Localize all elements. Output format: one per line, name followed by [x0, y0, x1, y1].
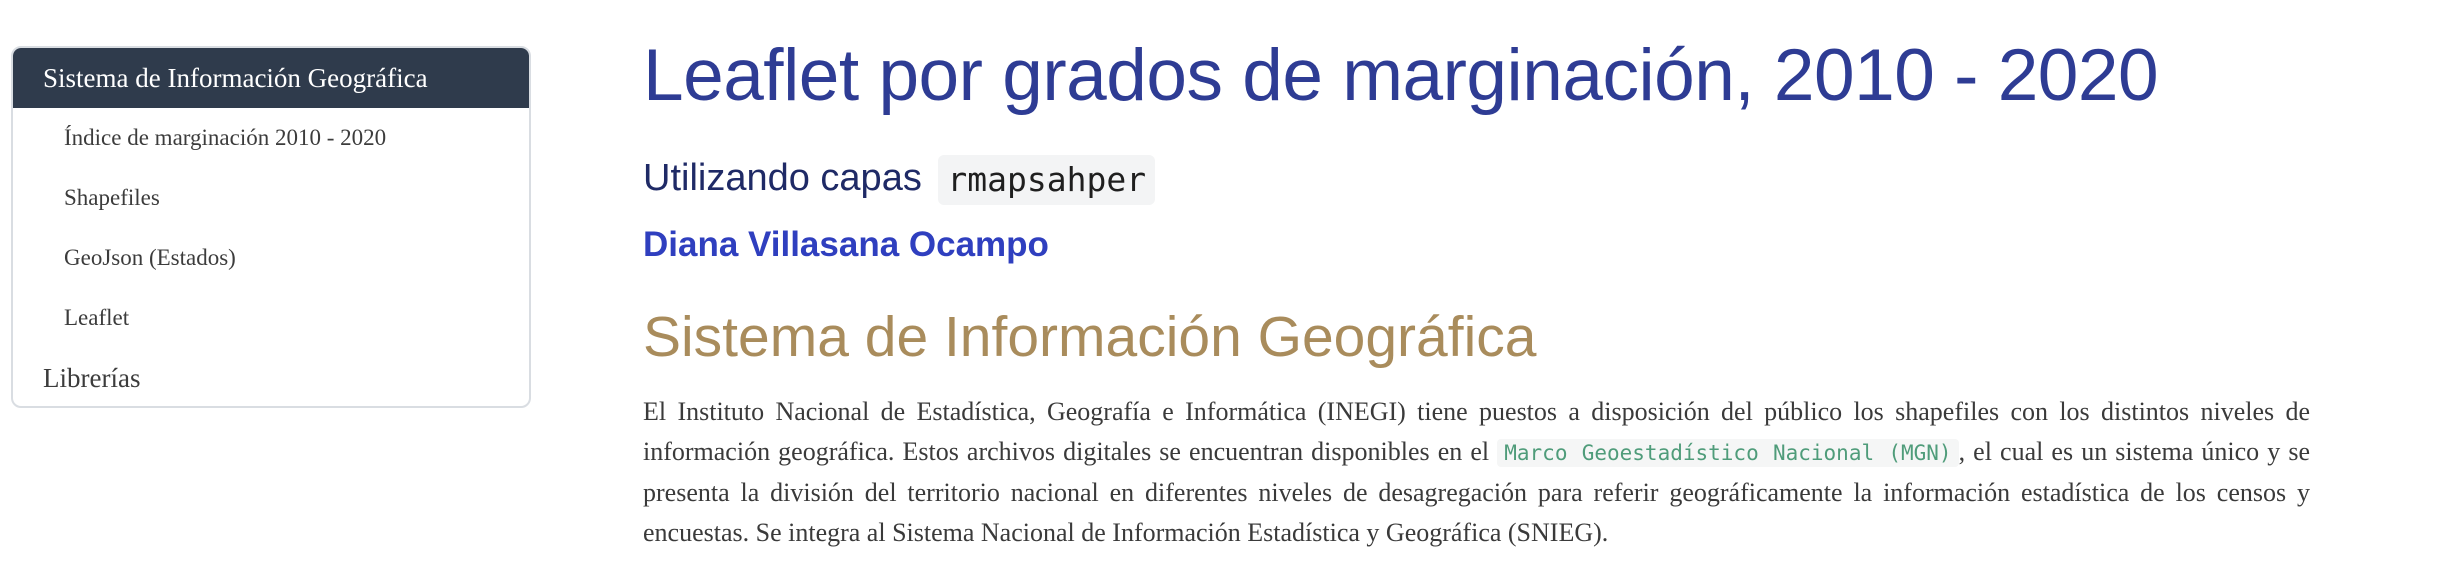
- subtitle-code: rmapsahper: [938, 155, 1155, 205]
- toc-item-sistema-de-informacion-geografica[interactable]: Sistema de Información Geográfica: [13, 48, 529, 108]
- section-paragraph: [643, 392, 2310, 553]
- table-of-contents: [11, 46, 531, 408]
- page-title: Leaflet por grados de marginación, 2010 - 2020: [643, 35, 2159, 116]
- toc-item-shapefiles[interactable]: Shapefiles: [64, 185, 160, 210]
- toc-item-leaflet[interactable]: Leaflet: [64, 305, 130, 330]
- toc-item-indice-de-marginacion[interactable]: Índice de marginación 2010 - 2020: [64, 125, 387, 150]
- paragraph-text-before: El Instituto Nacional de Estadística, Geografía e Informática (INEGI) tiene puestos a disposición del público los shapefiles con los distintos niveles de información geográfica. Estos archivos digitales se encuentran disponibles en el: [643, 397, 2310, 466]
- toc-item-geojson-estados[interactable]: GeoJson (Estados): [64, 245, 236, 270]
- author-name: Diana Villasana Ocampo: [643, 225, 1049, 264]
- subtitle: [643, 152, 1155, 205]
- subtitle-text: Utilizando capas: [643, 157, 922, 199]
- paragraph-text-after: , el cual es un sistema único y se presenta la división del territorio nacional en diferentes niveles de desagregación para referir geográficamente la información estadística de los censos y encuestas. Se integra al Sistema Nacional de Información Estadística y Geográfica (SNIEG).: [643, 437, 2311, 547]
- toc-item-librerias[interactable]: Librerías: [43, 363, 141, 393]
- section-heading: Sistema de Información Geográfica: [643, 305, 1537, 369]
- inline-code-mgn: Marco Geoestadístico Nacional (MGN): [1497, 439, 1958, 467]
